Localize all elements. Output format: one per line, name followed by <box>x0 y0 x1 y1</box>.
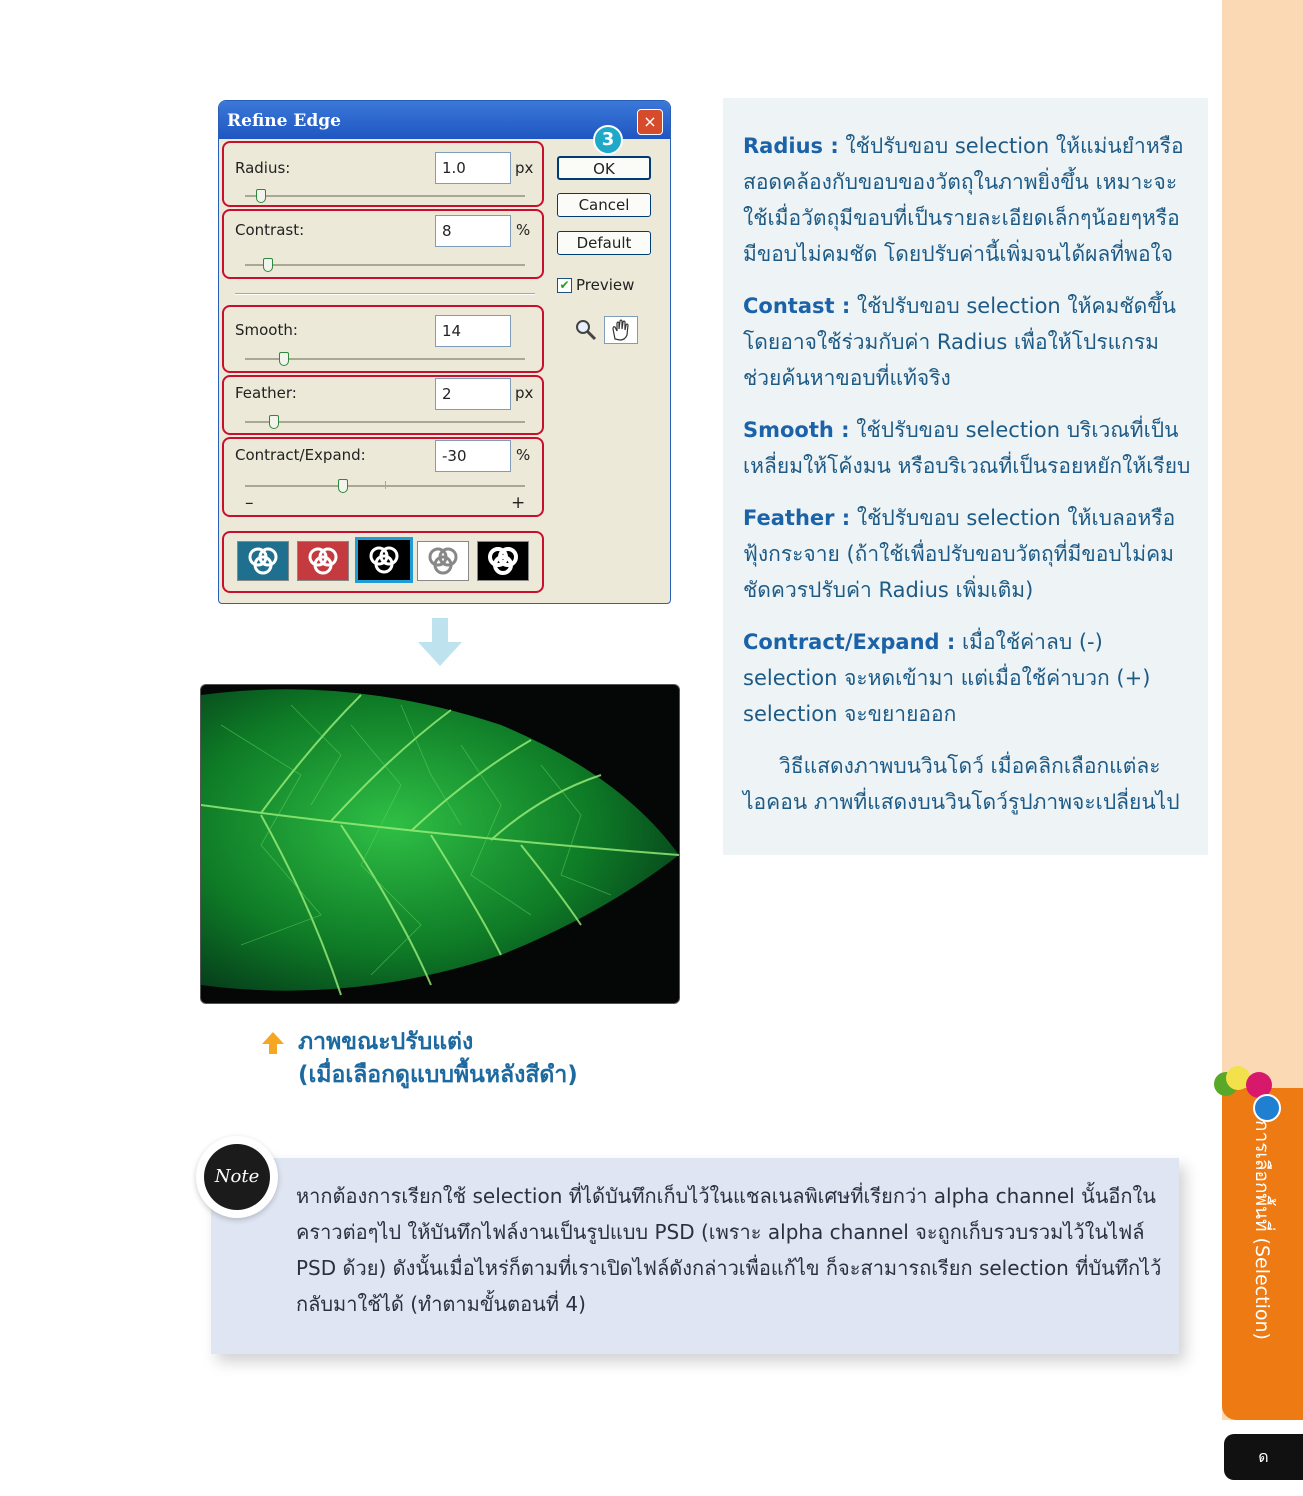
feather-slider-track[interactable] <box>245 421 525 423</box>
smooth-slider-thumb[interactable] <box>279 352 289 366</box>
view-mask-icon[interactable] <box>477 541 529 581</box>
note-text: หากต้องการเรียกใช้ selection ที่ได้บันทึกเก็บไว้ในแชลเนลพิเศษที่เรียกว่า alpha channel นั้นอีกในคราวต่อๆไป ให้บันทึกไฟล์งานเป็นรูปแบบ PSD (เพราะ alpha channel จะถูกเก็บรวบรวมไว้ในไฟล์ PSD ด้วย) ดังนั้นเมื่อไหร่ก็ตามที่เราเปิดไฟล์ดังกล่าวเพื่อแก้ไข ก็จะสามารถเรียก selection ที่บันทึกไว้กลับมาใช้ได้ (ทำตามขั้นตอนที่ 4) <box>296 1184 1162 1316</box>
feather-unit: px <box>515 384 534 402</box>
image-caption <box>262 1026 578 1092</box>
preview-label: Preview <box>576 276 635 294</box>
radius-label: Radius: <box>235 159 291 177</box>
info-closing: วิธีแสดงภาพบนวินโดว์ เมื่อคลิกเลือกแต่ละไอคอน ภาพที่แสดงบนวินโดว์รูปภาพจะเปลี่ยนไป <box>743 754 1180 814</box>
note-badge-label: Note <box>204 1144 270 1210</box>
chapter-tab-label: การเลือกพื้นที่ (Selection) <box>1251 1120 1273 1340</box>
caption-line-2: (เมื่อเลือกดูแบบพื้นหลังสีดำ) <box>298 1062 578 1088</box>
step-badge: 3 <box>593 125 623 155</box>
info-radius: Radius : ใช้ปรับขอบ selection ให้แม่นยำหรือสอดคล้องกับขอบของวัตถุในภาพยิ่งขึ้น เหมาะจะใช้เมื่อวัตถุมีขอบที่เป็นรายละเอียดเล็กๆน้อยๆหรือมีขอบไม่คมชัด โดยปรับค่านี้เพิ่มจนได้ผลที่พอใจ <box>743 134 1184 266</box>
info-panel <box>723 98 1208 855</box>
contrast-input[interactable]: 8 <box>435 215 511 247</box>
contract-expand-input[interactable]: -30 <box>435 440 511 472</box>
note-badge <box>196 1136 278 1218</box>
feather-input[interactable]: 2 <box>435 378 511 410</box>
refine-edge-dialog <box>218 100 671 604</box>
contrast-label: Contrast: <box>235 221 305 239</box>
contrast-unit: % <box>516 221 531 239</box>
dialog-title: Refine Edge <box>219 101 670 139</box>
arrow-down-icon <box>418 618 462 666</box>
page-number: ด <box>1224 1434 1303 1480</box>
leaf-image <box>200 684 680 1004</box>
contrast-slider-thumb[interactable] <box>263 258 273 272</box>
smooth-input[interactable]: 14 <box>435 315 511 347</box>
feather-slider-thumb[interactable] <box>269 415 279 429</box>
view-on-white-icon[interactable] <box>417 541 469 581</box>
feather-label: Feather: <box>235 384 297 402</box>
radius-unit: px <box>515 159 534 177</box>
hand-icon[interactable] <box>604 316 638 344</box>
view-quick-mask-icon[interactable] <box>297 541 349 581</box>
plus-label: + <box>511 493 526 513</box>
zoom-icon[interactable] <box>575 319 597 345</box>
view-on-black-icon[interactable] <box>355 537 413 583</box>
minus-label: – <box>245 493 254 513</box>
info-contrast: Contast : ใช้ปรับขอบ selection ให้คมชัดขึ้น โดยอาจใช้ร่วมกับค่า Radius เพื่อให้โปรแกรมช่วยค้นหาขอบที่แท้จริง <box>743 294 1176 390</box>
cancel-button[interactable]: Cancel <box>557 193 651 217</box>
ok-button[interactable]: OK <box>557 156 651 180</box>
arrow-up-icon <box>262 1032 284 1054</box>
divider <box>235 293 535 295</box>
preview-checkbox[interactable]: ✔ <box>557 278 572 293</box>
contract-expand-slider-thumb[interactable] <box>338 479 348 493</box>
caption-line-1: ภาพขณะปรับแต่ง <box>298 1029 474 1055</box>
smooth-label: Smooth: <box>235 321 298 339</box>
radius-input[interactable]: 1.0 <box>435 152 511 184</box>
info-feather: Feather : ใช้ปรับขอบ selection ให้เบลอหรือฟุ้งกระจาย (ถ้าใช้เพื่อปรับขอบวัตถุที่มีขอบไม่คมชัดควรปรับค่า Radius เพิ่มเติม) <box>743 506 1176 602</box>
radius-slider-thumb[interactable] <box>256 189 266 203</box>
contract-expand-unit: % <box>516 446 531 464</box>
contrast-slider-track[interactable] <box>245 264 525 266</box>
contract-expand-label: Contract/Expand: <box>235 446 366 464</box>
info-smooth: Smooth : ใช้ปรับขอบ selection บริเวณที่เป็นเหลี่ยมให้โค้งมน หรือบริเวณที่เป็นรอยหยักให้เรียบ <box>743 418 1191 478</box>
view-standard-icon[interactable] <box>237 541 289 581</box>
info-contract-expand: Contract/Expand : เมื่อใช้ค่าลบ (-) selection จะหดเข้ามา แต่เมื่อใช้ค่าบวก (+) selection จะขยายออก <box>743 630 1151 726</box>
slider-center-tick <box>385 481 386 489</box>
close-icon[interactable]: × <box>637 109 663 135</box>
radius-slider-track[interactable] <box>245 195 525 197</box>
default-button[interactable]: Default <box>557 231 651 255</box>
